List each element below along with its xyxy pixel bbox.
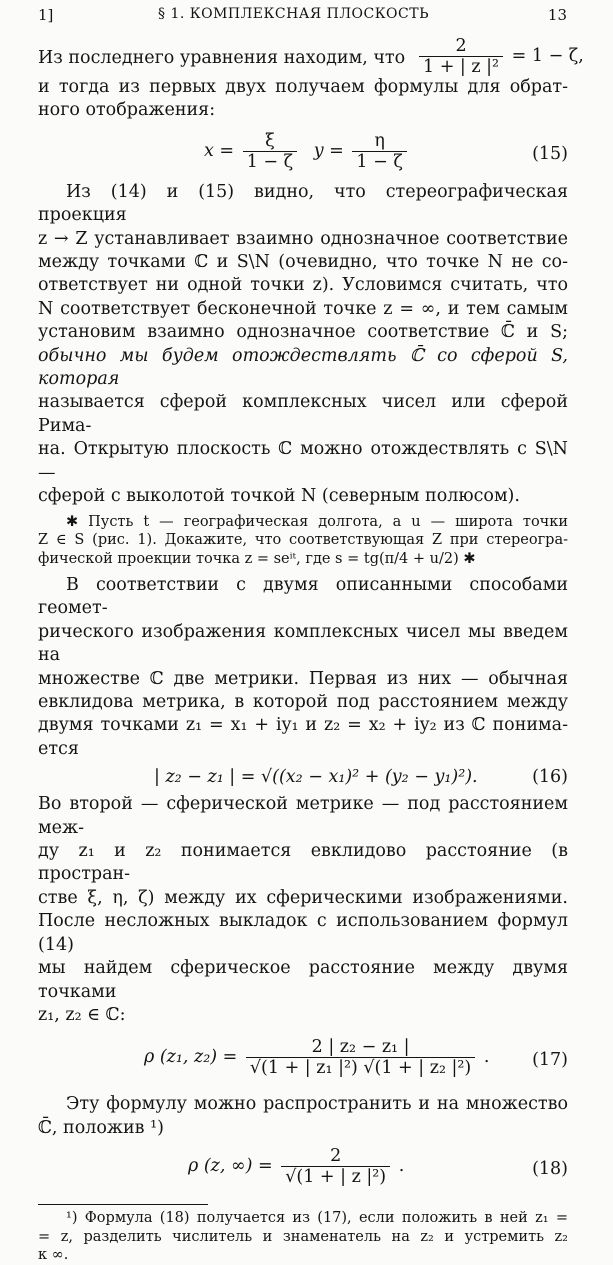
p1-line3: ного отображения: [38, 100, 216, 121]
page-body [38, 36, 584, 1265]
eq18-tail: . [398, 1156, 405, 1177]
eq15-number: (15) [532, 143, 568, 164]
p2-line: z → Z устанавливает взаимно однозначное соответствие [38, 228, 568, 249]
eq16-number: (16) [532, 767, 568, 788]
eq15-y-lhs: y = [313, 140, 344, 161]
p1-frac-num: 2 [419, 36, 503, 57]
eq17-number: (17) [532, 1050, 568, 1071]
p1-fraction [416, 36, 584, 77]
page-number: 13 [547, 6, 567, 24]
p3-line: евклидова метрика, в которой под расстоянием между [38, 692, 568, 713]
footnote-rule [38, 1204, 208, 1205]
footnote [38, 1209, 568, 1265]
p4-line: Во второй — сферической метрике — под расстоянием меж- [38, 794, 568, 838]
p3-line: множестве ℂ две метрики. Первая из них — обычная [38, 668, 568, 689]
eq18-number: (18) [532, 1159, 568, 1180]
p2-line: сферой с выколотой точкой N (северным полюсом). [38, 486, 520, 507]
p2-line: Из (14) и (15) видно, что стереографическая проекция [38, 181, 568, 226]
eq15-x-lhs: x = [204, 140, 235, 161]
p3-line: двумя точками z₁ = x₁ + iy₁ и z₂ = x₂ + iy₂ из ℂ понима- [38, 715, 568, 736]
eq15-x-den: 1 − ζ [246, 151, 294, 172]
p2-line: обычно мы будем отождествлять ℂ̄ со сферой S, которая [38, 345, 568, 390]
p1-line1 [38, 36, 584, 77]
equation-18 [38, 1142, 568, 1196]
running-header [0, 6, 613, 28]
p2-line: ответствует ни одной точки z). Условимся считать, что [38, 275, 568, 296]
header-left-mark: 1] [38, 6, 54, 24]
eq17-denominator: √(1 + | z₁ |²) √(1 + | z₂ |²) [249, 1058, 472, 1079]
eq17-numerator: 2 | z₂ − z₁ | [246, 1037, 475, 1058]
p2-line: на. Открытую плоскость ℂ можно отождествлять с S\N — [38, 439, 568, 483]
exercise-line: ✱ Пусть t — географическая долгота, а u — широта точки [66, 513, 568, 530]
exercise-line: фической проекции точка z = seⁱᵗ, где s = tg(π/4 + u/2) ✱ [38, 550, 476, 567]
p5-line: ℂ̄, положив ¹) [38, 1117, 164, 1138]
paragraph-3 [38, 574, 568, 761]
eq15-x-num: ξ [243, 131, 297, 152]
eq16-formula: | z₂ − z₁ | = √((x₂ − x₁)² + (y₂ − y₁)²). [154, 767, 478, 788]
p3-line: рического изображения комплексных чисел мы введем на [38, 621, 568, 666]
eq18-numerator: 2 [281, 1146, 390, 1167]
eq15-x [204, 131, 410, 172]
equation-15 [38, 125, 568, 181]
p2-line: называется сферой комплексных чисел или сферой Рима- [38, 392, 568, 436]
eq17-body [144, 1037, 489, 1078]
equation-16 [38, 763, 568, 793]
exercise-line: Z ∈ S (рис. 1). Докажите, что соответствующая Z при стереогра- [38, 532, 568, 548]
footnote-line: = z, разделить числитель и знаменатель на z₂ и устремить z₂ [38, 1228, 568, 1245]
footnote-line: к ∞. [38, 1247, 69, 1264]
footnote-line: ¹) Формула (18) получается из (17), если положить в ней z₁ = [66, 1210, 568, 1227]
header-title: § 1. КОМПЛЕКСНАЯ ПЛОСКОСТЬ [158, 6, 430, 22]
eq18-denominator: √(1 + | z |²) [285, 1167, 387, 1188]
p4-line: ду z₁ и z₂ понимается евклидово расстояние (в простран- [38, 841, 568, 885]
p4-line: После несложных выкладок с использованием формул (14) [38, 911, 568, 955]
p3-line: В соответствии с двумя описанными способами геомет- [38, 575, 568, 619]
p3-line: ется [38, 738, 79, 759]
p1-line1-text: Из последнего уравнения находим, что [38, 48, 406, 68]
p5-line: Эту формулу можно распространить и на множество [66, 1094, 568, 1115]
eq15-y-den: 1 − ζ [356, 151, 403, 172]
p4-line: мы найдем сферическое расстояние между двумя точками [38, 958, 568, 1002]
p1-frac-rhs: = 1 − ζ, [511, 46, 584, 66]
p2-line: между точками ℂ и S\N (очевидно, что точке N не со- [38, 252, 568, 273]
eq18-lhs: ρ (z, ∞) = [188, 1156, 273, 1177]
p2-line: N соответствует бесконечной точке z = ∞, и тем самым [38, 298, 568, 319]
eq15-y-num: η [352, 131, 406, 152]
p4-line: z₁, z₂ ∈ ℂ: [38, 1004, 126, 1025]
p2-line: установим взаимно однозначное соответствие ℂ̄ и S; [38, 322, 568, 343]
p1-line2: и тогда из первых двух получаем формулы для обрат- [38, 77, 568, 97]
exercise-block [38, 513, 568, 569]
p4-line: стве ξ, η, ζ) между их сферическими изображениями. [38, 887, 568, 908]
p1-frac-den: 1 + | z |² [423, 57, 500, 77]
equation-17 [38, 1031, 568, 1089]
eq18-body [188, 1146, 404, 1187]
eq17-tail: . [483, 1047, 490, 1068]
eq17-lhs: ρ (z₁, z₂) = [144, 1047, 238, 1068]
